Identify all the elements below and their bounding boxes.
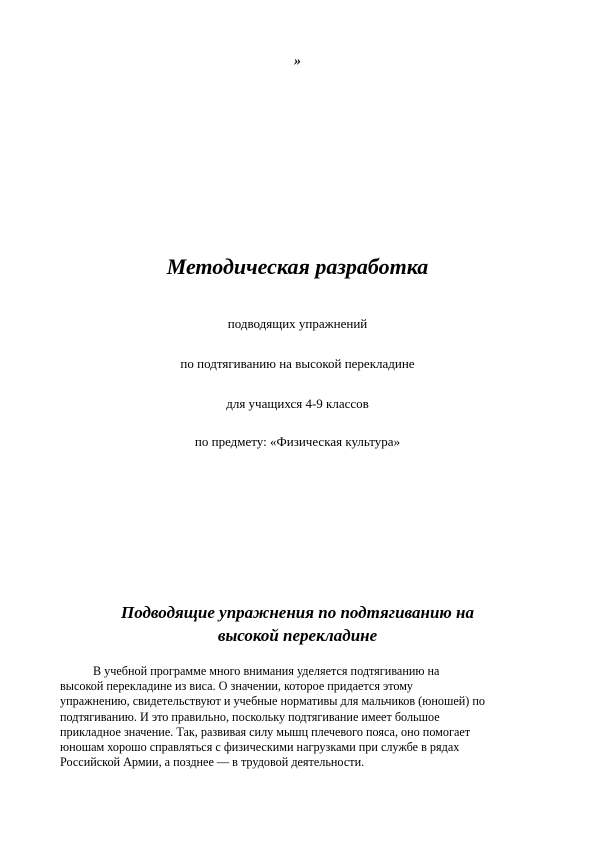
subtitle-line-2: по подтягиванию на высокой перекладине (180, 356, 415, 371)
body-paragraph (60, 664, 540, 770)
subtitle-line-3: для учащихся 4-9 классов (226, 396, 369, 411)
document-title: Методическая разработка (166, 254, 429, 279)
subtitle-line-1: подводящих упражнений (227, 316, 368, 331)
paragraph-line-1: В учебной программе много внимания уделяется подтягиванию на (93, 664, 440, 678)
paragraph-line-5: прикладное значение. Так, развивая силу мышц плечевого пояса, оно помогает (60, 724, 471, 739)
paragraph-line-6: юношам хорошо справляться с физическими нагрузками при службе в рядах (60, 740, 460, 755)
section-heading-line-2: высокой перекладине (217, 626, 378, 645)
paragraph-line-2: высокой перекладине из виса. О значении, которое придается этому (60, 679, 414, 694)
paragraph-line-7: Российской Армии, а позднее — в трудовой деятельности. (60, 755, 365, 770)
paragraph-line-3: упражнению, свидетельствуют и учебные нормативы для мальчиков (юношей) по (60, 694, 485, 709)
section-heading-line-1: Подводящие упражнения по подтягиванию на (120, 603, 474, 622)
paragraph-line-4: подтягиванию. И это правильно, поскольку подтягивание имеет большое (60, 709, 440, 724)
section-heading (60, 601, 535, 647)
subtitle-line-4: по предмету: «Физическая культура» (194, 434, 401, 449)
header-mark: » (294, 54, 301, 69)
